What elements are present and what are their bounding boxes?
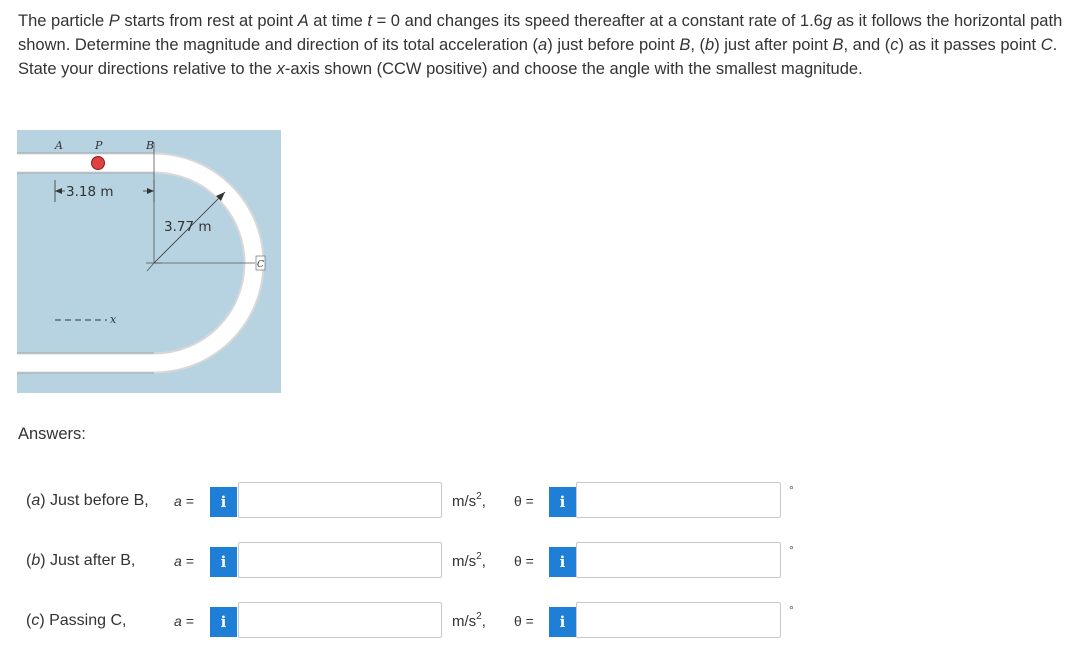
problem-text-segment: b [705,36,715,54]
row-label-text: ) Just before B, [40,492,149,509]
unit-label: $m/s^2$, [452,491,486,510]
degree-symbol: ° [789,543,794,557]
problem-text-segment: -axis shown (CCW positive) and choose the angle with the smallest magnitude. [284,60,863,78]
row-label-part: b [31,552,41,569]
row-label-text: ) Just after B, [40,552,136,569]
unit-label: $m/s^2$, [452,551,486,570]
problem-text-segment: c [890,36,899,54]
angle-input[interactable] [576,602,781,638]
theta-equals-label: θ = [514,553,534,569]
label-x: x [110,313,117,326]
problem-text-segment: a [538,36,548,54]
problem-statement [18,9,1068,81]
dim-radius-label: 3.77 m [164,219,212,235]
answer-row-c [0,602,1080,642]
degree-symbol: ° [789,603,794,617]
row-label [26,612,126,630]
row-label-prefix: ( [26,492,32,509]
label-p: P [95,139,103,152]
magnitude-info-button[interactable]: i [210,487,237,517]
label-b: B [146,139,155,152]
problem-text-segment: ) just before point [547,36,680,54]
row-label-prefix: ( [26,612,32,629]
angle-info-button[interactable]: i [549,607,576,637]
row-label-part: c [31,612,40,629]
angle-info-button[interactable]: i [549,547,576,577]
problem-text-segment: x [276,60,285,78]
a-equals-label: a = [174,553,194,569]
row-label-text: ) Passing C, [39,612,127,629]
problem-text-segment: = 0 and changes its speed thereafter at a constant rate of 1.6 [372,12,823,30]
problem-text-segment: g [822,12,833,30]
angle-input[interactable] [576,542,781,578]
magnitude-input[interactable] [238,542,442,578]
problem-text-segment: . State your directions relative to the [18,36,1058,78]
problem-text-segment: The particle [18,12,109,30]
magnitude-info-button[interactable]: i [210,607,237,637]
theta-equals-label: θ = [514,613,534,629]
problem-text-segment: at time [308,12,368,30]
row-label [26,492,149,510]
magnitude-input[interactable] [238,482,442,518]
angle-input[interactable] [576,482,781,518]
problem-text-segment: P [108,12,120,30]
track-figure [17,130,281,393]
label-c: C [257,260,264,270]
problem-text-segment: starts from rest at point [119,12,298,30]
problem-text-segment: A [297,12,309,30]
magnitude-input[interactable] [238,602,442,638]
problem-text-segment: ) as it passes point [898,36,1041,54]
degree-symbol: ° [789,483,794,497]
magnitude-info-button[interactable]: i [210,547,237,577]
unit-label: $m/s^2$, [452,611,486,630]
row-label-part: a [31,492,41,509]
answer-row-a [0,482,1080,522]
dim-straight-label: 3.18 m [66,184,114,200]
a-equals-label: a = [174,493,194,509]
problem-text-segment: B [832,36,844,54]
problem-text-segment: t [367,12,372,30]
answers-label: Answers: [18,425,86,443]
particle-p [92,157,105,170]
angle-info-button[interactable]: i [549,487,576,517]
problem-text-segment: as it follows the horizontal path shown. Determine the magnitude and direction of its total acceleration ( [18,12,1063,54]
problem-text-segment: , and ( [843,36,891,54]
problem-text-segment: B [679,36,691,54]
row-label [26,552,135,570]
problem-text-segment: ) just after point [714,36,833,54]
a-equals-label: a = [174,613,194,629]
label-a: A [55,139,63,152]
answer-row-b [0,542,1080,582]
row-label-prefix: ( [26,552,32,569]
problem-text-segment: , ( [690,36,705,54]
problem-text-segment: C [1040,36,1053,54]
theta-equals-label: θ = [514,493,534,509]
